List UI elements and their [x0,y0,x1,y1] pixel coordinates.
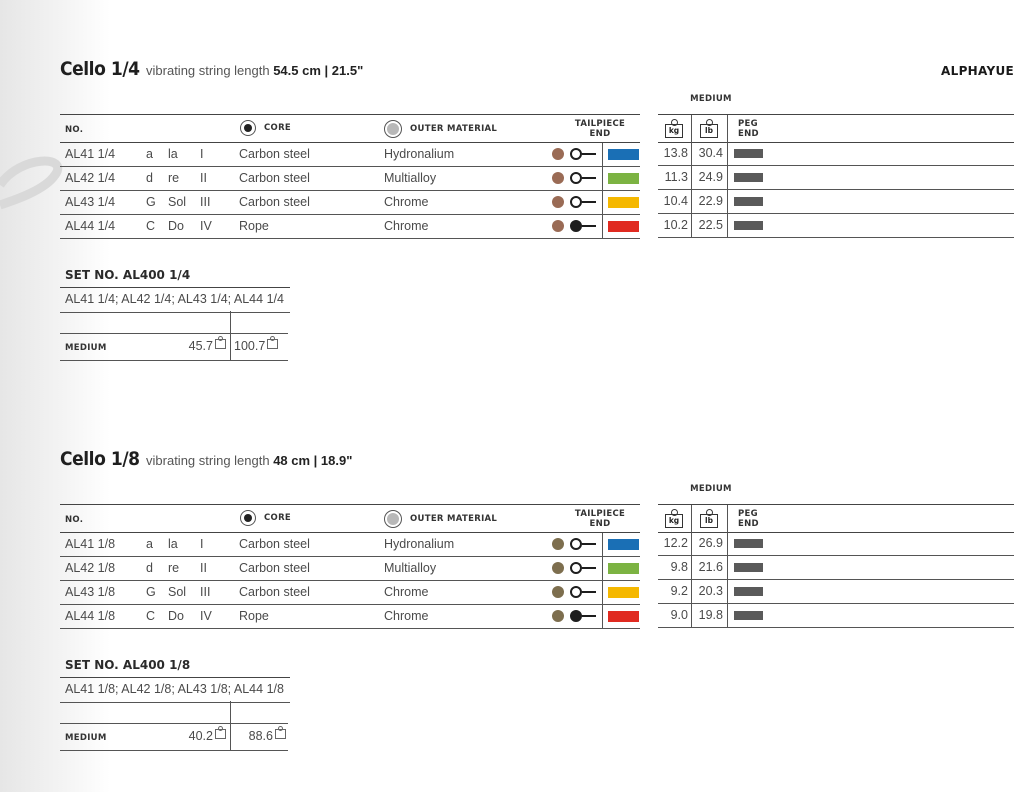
header-outer [384,120,497,138]
set-medium-lb-value: 88.6 [248,729,273,743]
divider [691,115,692,142]
set-title: SET NO. AL400 1/8 [65,658,191,672]
loop-stem-icon [582,615,596,617]
core-material: Carbon steel [239,147,310,161]
string-roman: IV [200,609,212,623]
strings-table [60,504,640,629]
tension-lb: 20.3 [698,584,723,598]
lb-weight-icon [267,339,278,349]
header-peg-line2: END [738,129,759,139]
section-title-dim: 48 cm | 18.9" [273,453,353,468]
divider [60,360,288,361]
header-outer-label: OUTER MATERIAL [410,124,498,134]
table-row [60,191,640,215]
divider [727,604,728,627]
peg-end-swatch [734,173,763,182]
core-material: Carbon steel [239,561,310,575]
section-title-main: Cello 1/8 [60,448,140,470]
ball-end-icon [552,610,564,622]
tailpiece-color-swatch [608,173,639,184]
table-row [60,533,640,557]
string-solfege: Do [168,219,184,233]
loop-stem-icon [582,153,596,155]
peg-end-swatch [734,197,763,206]
core-material: Carbon steel [239,585,310,599]
string-number: AL44 1/8 [65,609,116,623]
loop-stem-icon [582,225,596,227]
set-medium-lb [234,729,286,743]
string-note: G [146,195,156,209]
loop-end-icon [570,562,582,574]
set-list-text: AL41 1/8; AL42 1/8; AL43 1/8; AL44 1/8 [65,682,284,696]
loop-end-icon [570,148,582,160]
strings-table-header [60,504,640,533]
medium-rows [658,532,1014,628]
divider [602,167,603,190]
header-core [240,120,291,136]
string-number: AL41 1/4 [65,147,116,161]
peg-end-swatch [734,221,763,230]
core-material: Carbon steel [239,195,310,209]
ball-end-icon [552,172,564,184]
divider [727,190,728,213]
tension-lb: 21.6 [698,560,723,574]
divider [727,166,728,189]
string-solfege: re [168,171,180,185]
header-outer [384,510,497,528]
divider [691,190,692,213]
tension-row [658,166,1014,190]
tailpiece-color-swatch [608,587,639,598]
loop-end-icon [570,172,582,184]
table-row [60,143,640,167]
divider [691,214,692,237]
tension-kg: 12.2 [663,536,688,550]
strings-rows [60,533,640,629]
section-title [60,448,352,470]
tension-row [658,190,1014,214]
outer-material: Hydronalium [384,147,455,161]
set-medium-kg [160,729,226,743]
tailpiece-color-swatch [608,539,639,550]
string-roman: II [200,171,207,185]
string-number: AL42 1/4 [65,171,116,185]
string-roman: I [200,147,204,161]
set-list [60,287,290,313]
divider [691,505,692,532]
divider [727,532,728,555]
loop-stem-icon [582,591,596,593]
ball-end-icon [552,586,564,598]
ball-end-icon [552,196,564,208]
set-medium-kg-value: 45.7 [188,339,213,353]
outer-material: Chrome [384,585,429,599]
divider [691,166,692,189]
set-medium-label: MEDIUM [65,343,107,353]
set-medium-lb-value: 100.7 [234,339,266,353]
string-number: AL41 1/8 [65,537,116,551]
outer-material-icon [384,120,402,138]
string-roman: III [200,195,211,209]
tension-lb: 26.9 [698,536,723,550]
tailpiece-color-swatch [608,197,639,208]
section-title-desc: vibrating string length [142,453,274,468]
tension-lb: 19.8 [698,608,723,622]
strings-table-header [60,114,640,143]
set-list-text: AL41 1/4; AL42 1/4; AL43 1/4; AL44 1/4 [65,292,284,306]
divider [727,556,728,579]
tension-kg: 10.4 [663,194,688,208]
divider [691,532,692,555]
loop-end-icon [570,538,582,550]
set-medium-kg-value: 40.2 [188,729,213,743]
core-icon [240,120,256,136]
outer-material: Hydronalium [384,537,455,551]
tension-row [658,214,1014,238]
string-solfege: Sol [168,195,187,209]
set-medium-label: MEDIUM [65,733,107,743]
set-tension-grid [60,701,288,751]
divider [602,143,603,166]
string-note: a [146,147,153,161]
tailpiece-color-swatch [608,221,639,232]
tension-row [658,580,1014,604]
table-row [60,605,640,629]
string-roman: III [200,585,211,599]
string-solfege: la [168,147,178,161]
tension-kg: 9.0 [670,608,688,622]
header-core-label: CORE [264,513,292,523]
tension-row [658,556,1014,580]
outer-material: Chrome [384,219,429,233]
divider [60,750,288,751]
loop-stem-icon [582,543,596,545]
string-number: AL43 1/4 [65,195,116,209]
set-medium-kg [160,339,226,353]
divider [602,533,603,556]
divider [60,333,288,334]
tension-kg: 11.3 [664,170,688,184]
core-icon [240,510,256,526]
outer-material: Multialloy [384,171,437,185]
string-roman: IV [200,219,212,233]
divider [230,311,231,361]
header-peg-line2: END [738,519,759,529]
divider [691,604,692,627]
divider [727,115,728,142]
divider [602,605,603,628]
divider [727,505,728,532]
tension-row [658,604,1014,628]
string-note: a [146,537,153,551]
divider [691,580,692,603]
kg-weight-icon [215,339,226,349]
string-roman: II [200,561,207,575]
kg-weight-icon: kg [665,124,683,138]
ball-end-icon [552,538,564,550]
tension-lb: 22.5 [698,218,723,232]
outer-material: Chrome [384,195,429,209]
string-roman: I [200,537,204,551]
section-title [60,58,363,80]
peg-end-swatch [734,539,763,548]
tailpiece-color-swatch [608,563,639,574]
header-no: NO. [65,125,84,135]
string-note: C [146,609,156,623]
divider [727,580,728,603]
string-solfege: Do [168,609,184,623]
divider [727,142,728,165]
string-note: G [146,585,156,599]
kg-weight-icon [215,729,226,739]
ball-end-icon [552,562,564,574]
core-material: Carbon steel [239,171,310,185]
section-title-desc: vibrating string length [142,63,274,78]
ball-end-icon [552,148,564,160]
peg-end-swatch [734,149,763,158]
divider [60,723,288,724]
header-core [240,510,291,526]
string-note: d [146,561,153,575]
header-tailpiece [564,509,636,529]
loop-end-icon [570,610,582,622]
tension-kg: 10.2 [663,218,688,232]
header-tailpiece-line1: TAILPIECE [574,509,626,519]
table-row [60,557,640,581]
divider [602,581,603,604]
divider [602,215,603,238]
string-number: AL42 1/8 [65,561,116,575]
brand-logo: ALPHAYUE [941,64,1014,78]
tension-row [658,142,1014,166]
kg-weight-icon: kg [665,514,683,528]
table-row [60,167,640,191]
outer-material-icon [384,510,402,528]
header-core-label: CORE [264,123,292,133]
header-peg [738,509,759,529]
tailpiece-color-swatch [608,611,639,622]
tension-kg: 9.2 [670,584,688,598]
medium-title: MEDIUM [690,484,732,494]
section-title-main: Cello 1/4 [60,58,140,80]
loop-end-icon [570,586,582,598]
tension-kg: 13.8 [663,146,688,160]
loop-end-icon [570,220,582,232]
header-tailpiece-line2: END [589,129,611,139]
loop-end-icon [570,196,582,208]
strings-table [60,114,640,239]
core-material: Rope [239,219,269,233]
loop-stem-icon [582,201,596,203]
lb-weight-icon [275,729,286,739]
header-tailpiece-line2: END [589,519,611,529]
divider [727,214,728,237]
header-tailpiece-line1: TAILPIECE [574,119,626,129]
tailpiece-color-swatch [608,149,639,160]
tension-row [658,532,1014,556]
peg-end-swatch [734,611,763,620]
medium-rows [658,142,1014,238]
header-peg-line1: PEG [738,119,758,129]
core-material: Rope [239,609,269,623]
string-solfege: Sol [168,585,187,599]
header-no: NO. [65,515,84,525]
string-solfege: la [168,537,178,551]
medium-header [658,504,1014,533]
header-outer-label: OUTER MATERIAL [410,514,498,524]
header-peg-line1: PEG [738,509,758,519]
tension-kg: 9.8 [670,560,688,574]
set-medium-lb [234,339,278,353]
medium-header [658,114,1014,143]
set-title: SET NO. AL400 1/4 [65,268,191,282]
strings-rows [60,143,640,239]
string-note: d [146,171,153,185]
divider [230,701,231,751]
ball-end-icon [552,220,564,232]
tension-lb: 24.9 [698,170,723,184]
outer-material: Multialloy [384,561,437,575]
lb-weight-icon: lb [700,514,718,528]
set-list [60,677,290,703]
table-row [60,581,640,605]
tension-lb: 30.4 [698,146,723,160]
outer-material: Chrome [384,609,429,623]
header-peg [738,119,759,139]
tension-lb: 22.9 [698,194,723,208]
string-solfege: re [168,561,180,575]
peg-end-swatch [734,563,763,572]
loop-stem-icon [582,177,596,179]
divider [691,142,692,165]
loop-stem-icon [582,567,596,569]
header-tailpiece [564,119,636,139]
section-title-dim: 54.5 cm | 21.5" [273,63,364,78]
medium-title: MEDIUM [690,94,732,104]
string-number: AL43 1/8 [65,585,116,599]
string-number: AL44 1/4 [65,219,116,233]
table-row [60,215,640,239]
divider [691,556,692,579]
lb-weight-icon: lb [700,124,718,138]
core-material: Carbon steel [239,537,310,551]
set-tension-grid [60,311,288,361]
divider [602,557,603,580]
divider [602,191,603,214]
peg-end-swatch [734,587,763,596]
string-note: C [146,219,156,233]
